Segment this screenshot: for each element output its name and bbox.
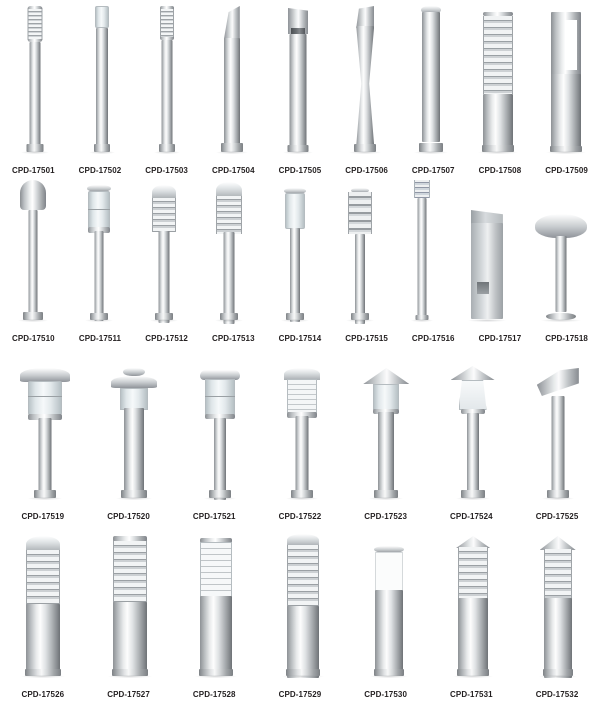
product-cell [447,366,499,498]
row-captions [0,328,600,346]
lamp-shadow [349,151,381,154]
cylinder-diffuser [285,193,305,229]
lamp-figure-17508 [476,12,520,152]
product-cell [476,12,520,152]
lamp-figure-17509 [544,12,588,152]
lamp-figure-17516 [404,180,440,320]
body-louvers [26,550,60,606]
lamp-pole [94,231,103,321]
product-cell [404,180,440,320]
lamp-figure-17514 [275,188,315,320]
product-code: CPD-17520 [107,512,150,521]
lamp-shadow [281,319,309,322]
lamp-pole [551,396,564,496]
product-cell [19,536,67,676]
product-cell [192,538,240,676]
lamp-figure-17517 [465,210,509,320]
lamp-figure-17526 [19,536,67,676]
lantern-glass [373,384,399,410]
product-code: CPD-17519 [21,512,65,521]
product-code: CPD-17502 [78,166,122,175]
white-diffuser [375,552,403,592]
lamp-shadow [456,497,490,500]
lamp-shadow [414,151,448,154]
pagoda-hat [451,366,495,380]
lamp-pole [467,413,479,497]
product-code: CPD-17527 [107,690,150,699]
product-code: CPD-17501 [11,166,55,175]
body-louvers [113,541,147,603]
head-louvers [152,198,176,232]
mushroom-head [535,214,587,238]
lamp-shadow [216,151,248,154]
product-cell [82,2,122,152]
product-cell [535,536,581,676]
lamp-figure-17507 [411,4,451,152]
lamp-shadow [215,319,243,322]
lamp-pole [158,231,169,323]
lamp-shadow [283,151,313,154]
lamp-figure-17518 [534,214,588,320]
lamp-shadow [108,675,152,678]
lantern-glass [88,191,110,229]
lamp-pole [224,38,240,148]
lamp-shadow [195,675,237,678]
lamp-body [287,606,319,678]
lantern-band [88,209,110,210]
lamp-figure-17527 [106,536,154,676]
upper-hat [123,368,145,376]
lantern-band [205,396,235,397]
product-code: CPD-17514 [278,334,322,343]
lamp-figure-17510 [12,180,54,320]
lamp-pole [378,412,394,498]
lamp-figure-17511 [79,185,119,320]
lamp-shadow [28,497,62,500]
product-cell [211,4,253,152]
product-cell [278,368,326,498]
lamp-figure-17501 [12,2,58,152]
product-row-3 [0,348,600,526]
angled-top [356,6,374,28]
lamp-figure-17529 [279,534,327,676]
body-louvers [287,545,319,609]
product-cell [12,180,54,320]
lamp-figure-17513 [208,182,250,320]
product-row-2 [0,170,600,348]
lamp-figure-17520 [107,368,161,498]
product-code: CPD-17516 [411,334,455,343]
product-code: CPD-17521 [192,512,236,521]
lamp-figure-17515 [340,188,380,320]
hat-top [20,368,70,382]
lamp-figure-17528 [192,538,240,676]
lamp-body [544,598,572,678]
conical-cap [540,536,576,550]
product-code: CPD-17532 [535,690,579,699]
lamp-figure-17524 [447,366,499,498]
lamp-figure-17519 [17,368,73,498]
angled-top [471,210,503,224]
lamp-shadow [346,319,374,322]
lamp-shadow [539,675,577,678]
lamp-shadow [286,497,318,500]
product-code: CPD-17510 [11,334,55,343]
head-louvers [160,9,174,37]
lamp-body [458,598,488,676]
product-code: CPD-17518 [545,334,588,343]
lamp-pole [422,12,440,142]
lamp-body [483,94,513,152]
angled-top [224,6,240,40]
product-code: CPD-17525 [535,512,579,521]
lantern-glass [120,388,148,410]
lamp-shadow [411,319,433,322]
lamp-shadow [369,497,403,500]
product-cell [533,368,583,498]
product-cell [196,370,244,498]
product-code: CPD-17515 [345,334,388,343]
top-fins [414,180,430,198]
lamp-pole [418,198,427,320]
product-cell [144,185,184,320]
white-diffuser [565,20,577,70]
product-cell [366,546,412,676]
lamp-figure-17523 [360,368,412,498]
product-code: CPD-17509 [545,166,588,175]
product-code: CPD-17504 [211,166,255,175]
lamp-figure-17532 [535,536,581,676]
lamp-shadow [21,675,65,678]
body-louvers [458,547,488,599]
product-code: CPD-17512 [145,334,188,343]
product-cell [147,2,187,152]
lamp-shadow [541,319,581,322]
product-cell [107,368,161,498]
lamp-figure-17531 [450,536,496,676]
product-cell [208,182,250,320]
lamp-body [113,602,147,676]
lamp-figure-17525 [533,368,583,498]
lamp-figure-17522 [278,368,326,498]
product-code: CPD-17529 [278,690,322,699]
lamp-shadow [370,675,408,678]
row-captions [0,684,600,702]
lamp-pole [290,228,300,322]
lamp-figure-17503 [147,2,187,152]
product-code: CPD-17528 [192,690,236,699]
product-row-1 [0,0,600,175]
stacked-fins [348,192,372,234]
product-code: CPD-17513 [211,334,255,343]
product-cell [544,12,588,152]
lamp-pole [124,408,144,498]
lamp-window [477,282,489,294]
lamp-figure-17530 [366,546,412,676]
disc-head [20,180,46,210]
product-code: CPD-17524 [450,512,493,521]
lamp-shadow [282,675,324,678]
product-code: CPD-17507 [411,166,455,175]
product-row-4 [0,526,600,704]
lamp-shadow [21,151,49,154]
lamp-pole [29,210,38,316]
lamp-body [551,74,581,152]
lamp-shadow [453,675,493,678]
lamp-shadow [18,319,48,322]
lamp-shadow [546,151,586,154]
head-louvers [28,9,43,39]
leaf-shade [537,368,579,396]
lamp-shadow [116,497,152,500]
product-code: CPD-17523 [364,512,407,521]
head-louvers [216,196,242,234]
dome-top [152,185,176,199]
product-code: CPD-17508 [478,166,522,175]
product-code: CPD-17530 [364,690,407,699]
product-cell [12,2,58,152]
product-cell [411,4,451,152]
lamp-pole [39,418,52,498]
lamp-pole [214,418,226,500]
product-cell [79,185,119,320]
product-cell [343,4,387,152]
product-cell [534,214,588,320]
lamp-shadow [542,497,574,500]
lamp-pole [161,40,172,146]
lamp-pole [555,236,566,312]
product-cell [340,188,380,320]
lamp-body [200,596,232,676]
row-captions [0,506,600,524]
lamp-shadow [468,319,506,322]
lamp-figure-17521 [196,370,244,498]
lamp-pole [356,26,374,146]
lamp-shadow [150,319,178,322]
product-code: CPD-17505 [278,166,322,175]
lamp-figure-17512 [144,185,184,320]
lamp-pole [289,34,306,148]
product-code: CPD-17511 [78,334,122,343]
lower-hat [111,376,157,388]
lamp-shadow [478,151,518,154]
lamp-shadow [154,151,180,154]
product-cell [106,536,154,676]
lamp-shadow [85,319,113,322]
product-cell [275,188,315,320]
lantern-glass [205,379,235,415]
product-cell [277,6,319,152]
lamp-pole [295,416,308,498]
lamp-body [26,604,60,676]
lamp-pole [96,28,108,148]
lamp-body [375,590,403,676]
lamp-figure-17506 [343,4,387,152]
product-cell [17,368,73,498]
ribbed-diffuser [287,379,317,413]
body-louvers [544,549,572,599]
lamp-figure-17502 [82,2,122,152]
product-cell [279,534,327,676]
product-code: CPD-17531 [450,690,493,699]
lamp-pole [224,232,235,324]
lamp-shadow [89,151,115,154]
product-code: CPD-17517 [478,334,522,343]
lantern-glass [28,381,62,415]
product-code: CPD-17522 [278,512,322,521]
product-cell [465,210,509,320]
drum-diffuser [200,542,232,598]
lamp-body [471,223,503,319]
lamp-figure-17504 [211,4,253,152]
head-diffuser [95,6,109,28]
product-code: CPD-17526 [21,690,65,699]
lantern-glass [459,380,487,410]
product-code: CPD-17503 [145,166,188,175]
conical-hat [363,368,409,384]
lamp-pole [30,42,41,146]
lamp-pole [355,234,365,324]
product-cell [360,368,412,498]
product-cell [450,536,496,676]
body-louvers [483,16,513,94]
lamp-figure-17505 [277,6,319,152]
lantern-band [28,396,62,397]
product-code: CPD-17506 [345,166,388,175]
lamp-shadow [204,497,236,500]
